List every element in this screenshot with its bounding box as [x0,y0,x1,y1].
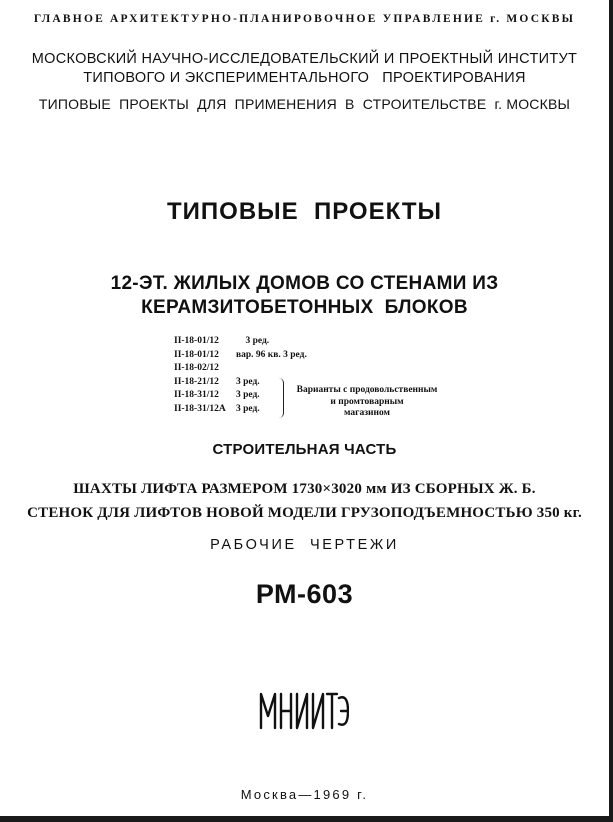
project-code-note: вар. 96 кв. 3 ред. [236,349,307,360]
project-code-id: II-18-21/12 [174,376,219,387]
institute-line-2: ТИПОВОГО И ЭКСПЕРИМЕНТАЛЬНОГО ПРОЕКТИРОВАНИЯ [83,70,526,86]
document-subtitle [0,272,609,320]
project-code-row [174,362,307,376]
subtitle-line-2: КЕРАМЗИТОБЕТОННЫХ БЛОКОВ [141,297,468,318]
project-code-id: II-18-01/12 [174,336,219,346]
subtitle-line-1: 12-ЭТ. ЖИЛЫХ ДОМОВ СО СТЕНАМИ ИЗ [110,273,499,294]
city-year: Москва—1969 г. [240,787,369,802]
authority-header: ГЛАВНОЕ АРХИТЕКТУРНО-ПЛАНИРОВОЧНОЕ УПРАВЛЕНИЕ г. МОСКВЫ [33,13,576,25]
document-code: РМ-603 [255,579,354,609]
mniitep-logo [259,690,349,732]
project-code-row [174,349,307,363]
project-code-note: 3 ред. [236,390,260,400]
project-code-row [174,335,307,349]
project-code-id: II-18-02/12 [174,363,219,373]
project-code-id: II-18-01/12 [174,349,219,360]
project-code-note: 3 ред. [236,403,260,414]
project-code-id: II-18-31/12 [174,390,219,400]
project-code-id: II-18-31/12А [174,403,226,414]
drawings-label: РАБОЧИЕ ЧЕРТЕЖИ [210,537,399,553]
variants-line-1: Варианты с продовольственным [296,385,438,395]
variants-line-3: магазином [343,408,391,418]
usage-line: ТИПОВЫЕ ПРОЕКТЫ ДЛЯ ПРИМЕНЕНИЯ В СТРОИТЕЛЬСТВЕ г. МОСКВЫ [38,96,571,112]
variants-bracket [277,378,284,418]
institute-line-1: МОСКОВСКИЙ НАУЧНО-ИССЛЕДОВАТЕЛЬСКИЙ И ПРОЕКТНЫЙ ИНСТИТУТ [31,51,578,67]
institute-name [0,50,609,88]
variants-line-2: и промтоварным [330,396,404,407]
project-code-note: 3 ред. [236,336,270,346]
description-line-2: СТЕНОК ДЛЯ ЛИФТОВ НОВОЙ МОДЕЛИ ГРУЗОПОДЪЕМНОСТЬЮ 350 кг. [27,505,582,521]
description [0,477,609,525]
variants-note [287,385,447,420]
description-line-1: ШАХТЫ ЛИФТА РАЗМЕРОМ 1730×3020 мм ИЗ СБОРНЫХ Ж. Б. [73,481,536,497]
section-title: СТРОИТЕЛЬНАЯ ЧАСТЬ [212,441,397,458]
project-code-note: 3 ред. [236,376,260,387]
document-title: ТИПОВЫЕ ПРОЕКТЫ [166,198,443,225]
